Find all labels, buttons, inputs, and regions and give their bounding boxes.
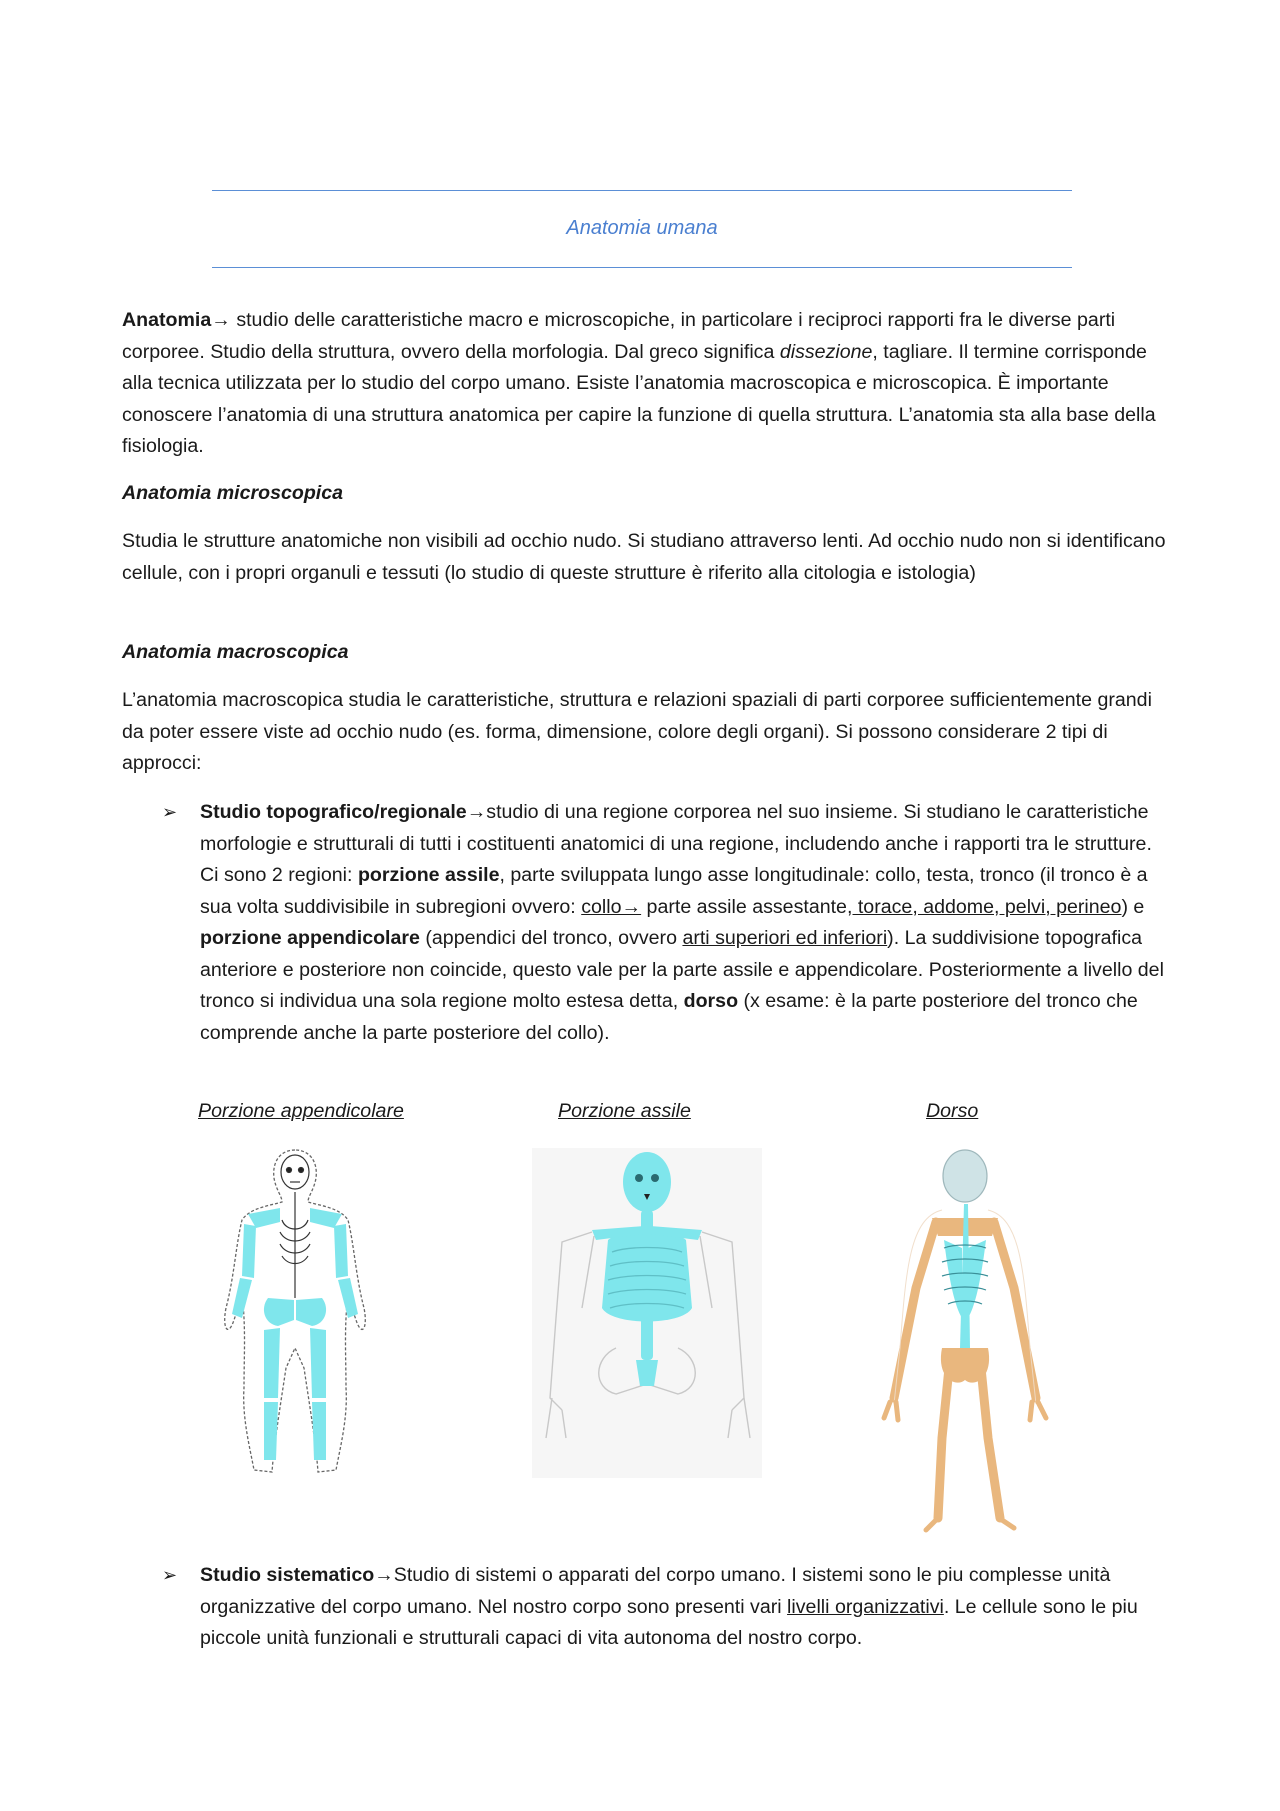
bold-porzione-assile: porzione assile xyxy=(357,864,500,886)
pelvis xyxy=(941,1348,989,1383)
arrow-icon: → xyxy=(211,309,231,331)
bullet-arrow-icon: ➢ xyxy=(162,1565,178,1585)
intro-italic-word: dissezione xyxy=(779,340,873,363)
micro-paragraph xyxy=(122,526,1167,589)
arrow-icon: → xyxy=(466,801,487,823)
underline-livelli: livelli organizzativi xyxy=(787,1595,944,1618)
skull xyxy=(943,1150,987,1202)
bullet2-text: Studio di sistemi o apparati del corpo umano. I sistemi sono le piu complesse unità organizzative del corpo umano. Nel nostro corpo sono presenti vari xyxy=(200,1564,1111,1618)
bold-porzione-appendicolare: porzione appendicolare xyxy=(200,927,420,949)
intro-paragraph xyxy=(122,305,1167,463)
heading-macro: Anatomia macroscopica xyxy=(122,641,349,663)
figure-dorsal-view xyxy=(880,1148,1050,1538)
underline-subregions: , torace, addome, pelvi, perineo xyxy=(846,895,1122,918)
macro-text: L’anatomia macroscopica studia le caratteristiche, struttura e relazioni spaziali di parti corporee sufficientemente grandi da poter essere viste ad occhio nudo (es. forma, dimensione, colore degli organi). Si possono considerare 2 tipi di approcci: xyxy=(122,689,1152,774)
page-title: Anatomia umana xyxy=(566,217,718,239)
bullet-topografico xyxy=(200,797,1167,1049)
header-rule-bottom xyxy=(212,267,1072,268)
bullet1-text: ). La suddivisione topografica anteriore e posteriore non coincide, questo vale per la parte assile e appendicolare. Posteriormente a livello del tronco si individua una sola regione molto estesa detta, xyxy=(200,927,1164,1012)
underline-collo: collo→ xyxy=(581,895,642,918)
macro-paragraph xyxy=(122,685,1167,780)
intro-text-2: , tagliare. Il termine corrisponde alla tecnica utilizzata per lo studio del corpo umano. Esiste l’anatomia macroscopica e microscopica. È importante conoscere l’anatomia di una struttura anatomica per capire la funzione di quella struttura. L’anatomia sta alla base della fisiologia. xyxy=(122,340,1156,457)
feet-hands xyxy=(884,1402,1046,1530)
figure-appendicular-skeleton xyxy=(220,1148,370,1478)
intro-text-1: studio delle caratteristiche macro e microscopiche, in particolare i reciproci rapporti fra le diverse parti corporee. Studio della struttura, ovvero della morfologia. Dal greco significa xyxy=(122,309,1116,363)
figure-axial-skeleton xyxy=(532,1148,762,1478)
bullet-sistematico xyxy=(200,1560,1167,1655)
bold-dorso: dorso xyxy=(683,990,739,1012)
bullet2-term: Studio sistematico xyxy=(200,1564,375,1586)
arrow-icon: → xyxy=(374,1564,394,1586)
bullet1-text: (x esame: è la parte posteriore del tronco che comprende anche la parte posteriore del collo). xyxy=(200,990,1138,1044)
bullet1-text: , parte sviluppata lungo asse longitudinale: collo, testa, tronco (il tronco è a sua volta suddivisibile in subregioni ovvero: xyxy=(200,864,1148,918)
bullet1-text: studio di una regione corporea nel suo insieme. Si studiano le caratteristiche morfologie e strutturali di tutti i costituenti anatomici di una regione, includendo anche i rapporti tra le strutture. Ci sono 2 regioni: xyxy=(200,801,1152,886)
header-rule-top xyxy=(212,190,1072,191)
intro-term: Anatomia xyxy=(122,309,212,331)
bullet2-text: . Le cellule sono le piu piccole unità funzionali e strutturali capaci di vita autonoma del nostro corpo. xyxy=(200,1595,1138,1649)
bullet1-text: (appendici del tronco, ovvero xyxy=(419,927,683,949)
caption-dorso: Dorso xyxy=(926,1100,979,1122)
underline-arti: arti superiori ed inferiori xyxy=(682,927,888,949)
caption-assile: Porzione assile xyxy=(558,1100,691,1122)
micro-text: Studia le strutture anatomiche non visibili ad occhio nudo. Si studiano attraverso lenti. Ad occhio nudo non si identificano cellule, con i propri organuli e tessuti (lo studio di queste strutture è riferito alla citologia e istologia) xyxy=(122,530,1166,584)
caption-appendicolare: Porzione appendicolare xyxy=(198,1100,404,1122)
bullet-arrow-icon: ➢ xyxy=(162,802,178,822)
bullet1-term: Studio topografico/regionale xyxy=(200,801,467,823)
bullet1-text: ) e xyxy=(1121,895,1145,918)
heading-micro: Anatomia microscopica xyxy=(122,482,344,504)
bullet1-text: parte assile assestante xyxy=(641,895,847,918)
